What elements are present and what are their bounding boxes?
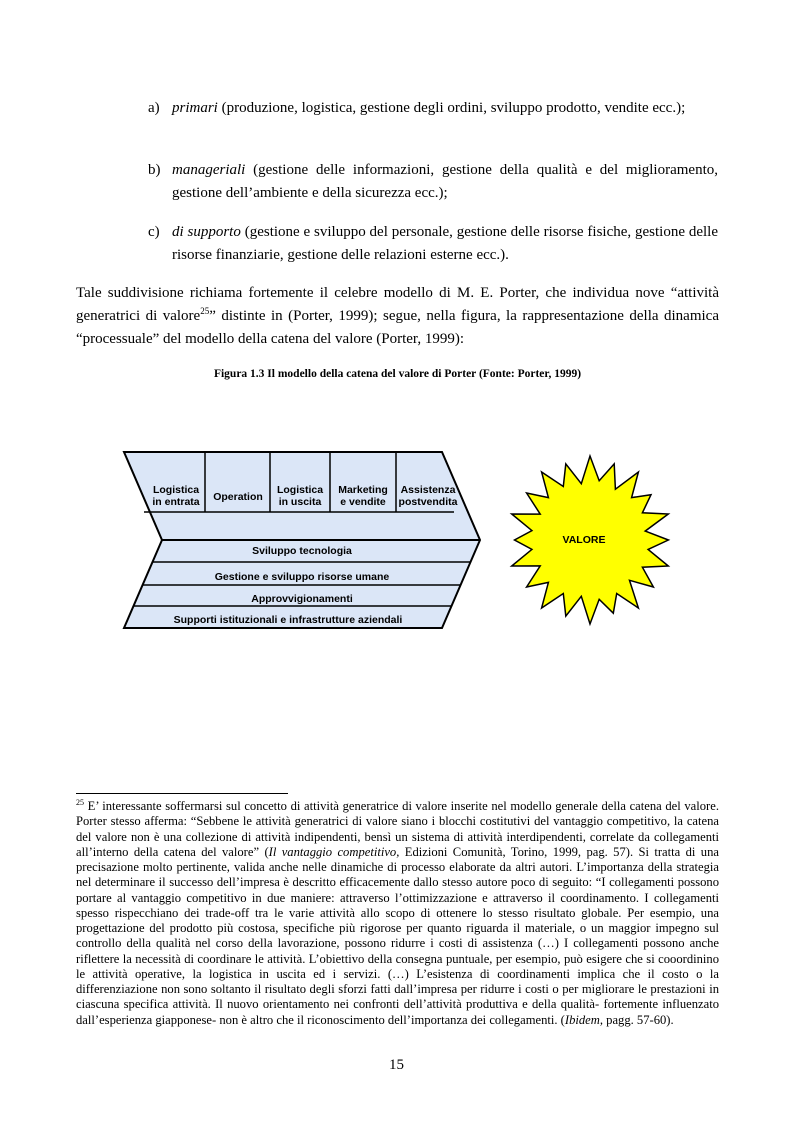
primary-label-line1: Logistica (276, 484, 324, 496)
list-description: (gestione e sviluppo del personale, gestione delle risorse fisiche, gestione delle risorse finanziarie, gestione delle relazioni esterne ecc.). (172, 224, 718, 263)
list-term: primari (172, 100, 218, 116)
primary-label-line2: e vendite (340, 496, 386, 508)
support-label: Sviluppo tecnologia (252, 545, 352, 557)
list-description: (produzione, logistica, gestione degli ordini, sviluppo prodotto, vendite ecc.); (217, 100, 686, 116)
list-term: di supporto (172, 224, 241, 240)
primary-label-line2: in entrata (152, 496, 200, 508)
footnote-text: pagg. 57-60). (603, 1012, 674, 1027)
list-marker: b) (148, 162, 161, 178)
primary-label-line1: Logistica (152, 484, 200, 496)
primary-label-line1: Assistenza (400, 484, 456, 496)
value-label: VALORE (562, 534, 606, 546)
footnote-italic: Il vantaggio competitivo, (268, 844, 400, 859)
footnote-text: Edizioni Comunità, Torino, 1999, pag. 57). Si tratta di una precisazione molto pertinente, valida anche nelle dinamiche di processo elaborate da altri autori. L’importanza della strategia nel determinare il successo dell’impresa è descritto efficacemente dallo stesso autore poco di seguito: “I collegamenti possono portare al vantaggio competitivo in due maniere: attraverso l’ottimizzazione e attraverso il coordinamento. I collegamenti spesso rispecchiano dei trade-off tra le varie attività allo scopo di ottenere lo stesso risultato globale. Per esempio, una progettazione del prodotto più costosa, specifiche più rigorose per quanto riguarda il materiale, o un maggior impegno sul controllo della qualità nel corso della lavorazione, possono ridurre i costi di assistenza (…) I collegamenti possono anche riflettere la necessità di coordinare le attività. L’obiettivo della consegna puntuale, per esempio, può esigere che si cooordinino le attività operative, la logistica in uscita ed i servizi. (…) L’esistenza di coordinamenti implica che il costo o la differenziazione non sono soltanto il risultato degli sforzi fatti dall’impresa per ridurre i costi o per migliorare le prestazioni in ciascuna specifica attività. Il nuovo orientamento nei confronti dell’attività produttiva e della qualità- fortemente influenzato dall’esperienza giapponese- non è altro che il riconoscimento dell’importanza dei collegamenti. ( (76, 844, 719, 1027)
paragraph-text: Tale suddivisione richiama fortemente il celebre modello di M. E. Porter, che individua nove “attività generatrici di valore (76, 285, 719, 324)
figure-caption: Figura 1.3 Il modello della catena del valore di Porter (Fonte: Porter, 1999) (213, 368, 582, 380)
footnote-text: E’ interessante soffermarsi sul concetto di attività generatrice di valore inserite nel modello generale della catena del valore. Porter stesso afferma: “Sebbene le attività generatrici di valore siano i blocchi costitutivi del vantaggio competitivo, la catena del valore non è una collezione di attività indipendenti, bensì un sistema di attività interdipendenti, correlate da collegamenti all’interno della catena del valore” ( (76, 799, 719, 859)
footnote-rule (76, 793, 288, 794)
footnote-reference: 25 (200, 306, 210, 316)
list-text (172, 221, 718, 267)
primary-label-line1: Operation (213, 491, 263, 503)
page-number: 15 (389, 1057, 404, 1073)
list-text (172, 159, 718, 205)
footnote-number: 25 (76, 797, 84, 807)
list-text (172, 97, 718, 120)
value-chain-figure (0, 440, 793, 640)
list-marker: c) (148, 224, 160, 240)
list-description: (gestione delle informazioni, gestione della qualità e del miglioramento, gestione dell’ambiente e della sicurezza ecc.); (172, 162, 718, 201)
primary-label-line1: Marketing (338, 484, 388, 496)
list-marker: a) (148, 100, 160, 116)
footnote (76, 799, 719, 1028)
support-label: Approvvigionamenti (251, 593, 353, 605)
primary-label-line2: in uscita (278, 496, 322, 508)
support-label: Gestione e sviluppo risorse umane (214, 571, 390, 583)
list-term: manageriali (172, 162, 246, 178)
paragraph-text: ” distinte in (Porter, 1999); segue, nella figura, la rappresentazione della dinamica “processuale” del modello della catena del valore (Porter, 1999): (76, 308, 719, 347)
body-paragraph (76, 282, 719, 351)
primary-label-line2: postvendita (398, 496, 458, 508)
support-label: Supporti istituzionali e infrastrutture aziendali (173, 614, 403, 626)
footnote-italic: Ibidem, (564, 1012, 603, 1027)
